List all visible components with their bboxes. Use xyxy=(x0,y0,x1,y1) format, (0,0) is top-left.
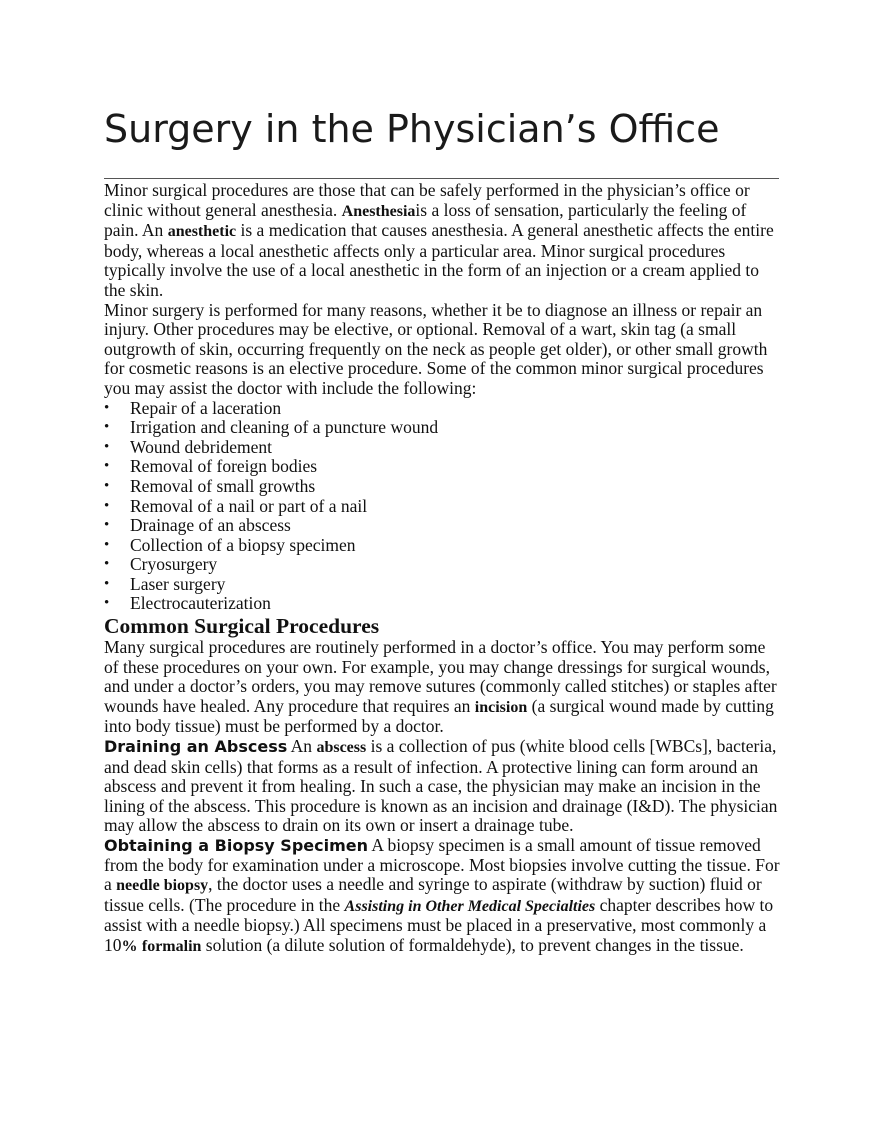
biopsy-text: A biopsy specimen is a small amount of tissue removed from the body for examination under a microscope. Most biopsies involve cutting the tissue. For a xyxy=(104,835,780,895)
subheading-biopsy: Obtaining a Biopsy Specimen xyxy=(104,836,368,855)
percent-sign: % xyxy=(121,937,138,955)
list-item: • Electrocauterization xyxy=(104,594,784,614)
term-formalin: formalin xyxy=(141,937,202,955)
list-item: • Collection of a biopsy specimen xyxy=(104,536,784,556)
section-heading-common: Common Surgical Procedures xyxy=(104,614,380,639)
document-body xyxy=(104,181,784,957)
term-abscess: abscess xyxy=(316,739,367,757)
title-underline xyxy=(104,178,779,179)
biopsy-paragraph xyxy=(104,836,784,957)
term-anesthetic: anesthetic xyxy=(167,223,237,241)
term-incision: incision xyxy=(474,698,528,716)
list-item: • Irrigation and cleaning of a puncture wound xyxy=(104,418,784,438)
term-needle-biopsy: needle biopsy xyxy=(116,877,209,895)
common-paragraph xyxy=(104,638,784,737)
abscess-text: is a collection of pus (white blood cells [WBCs], bacteria, and dead skin cells) that forms as a result of infection. A protective lining can form around an abscess and prevent it from healing. In such a case, the physician may make an incision in the lining of the abscess. This procedure is known as an incision and drainage (I&D). The physician may allow the abscess to drain on its own or insert a drainage tube. xyxy=(104,736,778,836)
intro-text: Minor surgical procedures are those that can be safely performed in the physician’s office or clinic without general anesthesia. xyxy=(104,180,750,220)
procedure-list xyxy=(104,399,784,615)
biopsy-text: , the doctor uses a needle and syringe to aspirate (withdraw by suction) fluid or tissue cells. (The procedure in the xyxy=(104,874,762,915)
list-item: • Wound debridement xyxy=(104,438,784,458)
list-item: • Removal of small growths xyxy=(104,477,784,497)
abscess-paragraph xyxy=(104,737,784,836)
list-item: • Cryosurgery xyxy=(104,555,784,575)
list-item: • Repair of a laceration xyxy=(104,399,784,419)
minor-surgery-paragraph: Minor surgery is performed for many reasons, whether it be to diagnose an illness or repair an injury. Other procedures may be elective, or optional. Removal of a wart, skin tag (a small outgrowth of skin, occurring frequently on the neck as people get older), or other small growth for cosmetic reasons is an elective procedure. Some of the common minor surgical procedures you may assist the doctor with include the following: xyxy=(104,299,768,398)
page-title: Surgery in the Physician’s Office xyxy=(104,107,720,151)
biopsy-text: solution (a dilute solution of formaldehyde), to prevent changes in the tissue. xyxy=(201,934,744,955)
common-text: Many surgical procedures are routinely performed in a doctor’s office. You may perform some of these procedures on your own. For example, you may change dressings for surgical wounds, and under a doctor’s orders, you may remove sutures (commonly called stitches) or staples after wounds have healed. Any procedure that requires an xyxy=(104,637,777,716)
list-item: • Laser surgery xyxy=(104,575,784,595)
list-item: • Drainage of an abscess xyxy=(104,516,784,536)
intro-paragraph xyxy=(104,181,784,301)
intro-text: is a medication that causes anesthesia. A general anesthetic affects the entire body, whereas a local anesthetic affects only a particular area. Minor surgical procedures typically involve the use of a local anesthetic in the form of an injection or a cream applied to the skin. xyxy=(104,220,774,300)
chapter-reference: Assisting in Other Medical Specialties xyxy=(344,897,596,915)
subheading-abscess: Draining an Abscess xyxy=(104,737,288,757)
abscess-text: An xyxy=(287,736,317,757)
term-anesthesia: Anesthesia xyxy=(341,202,416,220)
biopsy-text: chapter describes how to assist with a needle biopsy.) All specimens must be placed in a preservative, most commonly a 10 xyxy=(104,894,774,955)
list-item: • Removal of a nail or part of a nail xyxy=(104,497,784,517)
common-text: (a surgical wound made by cutting into body tissue) must be performed by a doctor. xyxy=(104,695,774,737)
intro-text: is a loss of sensation, particularly the feeling of pain. An xyxy=(104,199,747,241)
list-item: • Removal of foreign bodies xyxy=(104,457,784,477)
